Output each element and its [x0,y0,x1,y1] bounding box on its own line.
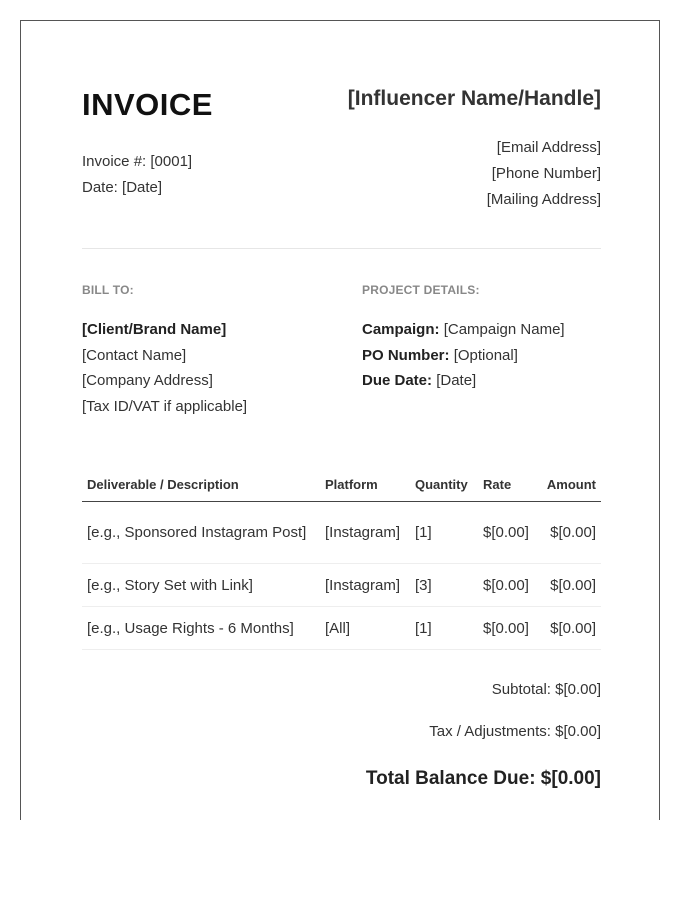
project-details-block [362,317,565,394]
total-balance-due: Total Balance Due: $[0.00] [365,768,601,789]
table-header-row [82,467,601,502]
cell-rate: $[0.00] [478,564,536,607]
header-description: Deliverable / Description [82,467,320,502]
invoice-date: [Date] [122,179,163,196]
project-details-label: PROJECT DETAILS: [362,283,480,297]
due-value: [Date] [436,372,477,389]
contact-name: [Contact Name] [82,346,187,364]
cell-rate: $[0.00] [478,607,536,650]
subtotal: Subtotal: $[0.00] [491,681,601,698]
cell-quantity: [1] [410,607,478,650]
campaign-label: Campaign: [362,321,440,338]
header-platform: Platform [320,467,410,502]
cell-description: [e.g., Sponsored Instagram Post] [82,502,320,564]
header-rate: Rate [478,467,536,502]
invoice-date-label: Date: [82,179,118,196]
invoice-page [20,20,660,820]
cell-description: [e.g., Usage Rights - 6 Months] [82,607,320,650]
invoice-meta [82,149,192,201]
table-row [82,607,601,650]
client-name: [Client/Brand Name] [82,321,227,338]
due-line [362,368,565,394]
line-items-table [82,467,601,650]
invoice-number-line [82,149,192,175]
tax-id: [Tax ID/VAT if applicable] [82,397,248,415]
cell-quantity: [1] [410,502,478,564]
header-amount: Amount [536,467,601,502]
invoice-title: INVOICE [82,87,213,122]
cell-platform: [Instagram] [320,564,410,607]
cell-rate: $[0.00] [478,502,536,564]
tax-adjustments: Tax / Adjustments: $[0.00] [429,723,601,740]
cell-platform: [Instagram] [320,502,410,564]
mailing-address: [Mailing Address] [486,191,601,208]
cell-amount: $[0.00] [536,607,601,650]
phone-number: [Phone Number] [491,165,601,182]
campaign-line [362,317,565,343]
influencer-contact [487,135,601,213]
po-value: [Optional] [453,346,518,364]
cell-description: [e.g., Story Set with Link] [82,564,320,607]
cell-amount: $[0.00] [536,564,601,607]
invoice-number-label: Invoice #: [82,153,147,170]
influencer-name: [Influencer Name/Handle] [347,87,601,110]
bill-to-label: BILL TO: [82,283,134,297]
cell-quantity: [3] [410,564,478,607]
table-row [82,564,601,607]
cell-amount: $[0.00] [536,502,601,564]
invoice-number: [0001] [150,153,193,170]
bill-to-block [82,317,247,419]
due-label: Due Date: [362,372,433,389]
po-label: PO Number: [362,346,450,364]
email-address: [Email Address] [496,139,601,156]
po-line [362,343,565,369]
cell-platform: [All] [320,607,410,650]
campaign-value: [Campaign Name] [443,321,565,338]
company-address: [Company Address] [82,372,213,389]
table-row [82,502,601,564]
invoice-date-line [82,175,192,201]
header-divider [82,248,601,249]
header-quantity: Quantity [410,467,478,502]
